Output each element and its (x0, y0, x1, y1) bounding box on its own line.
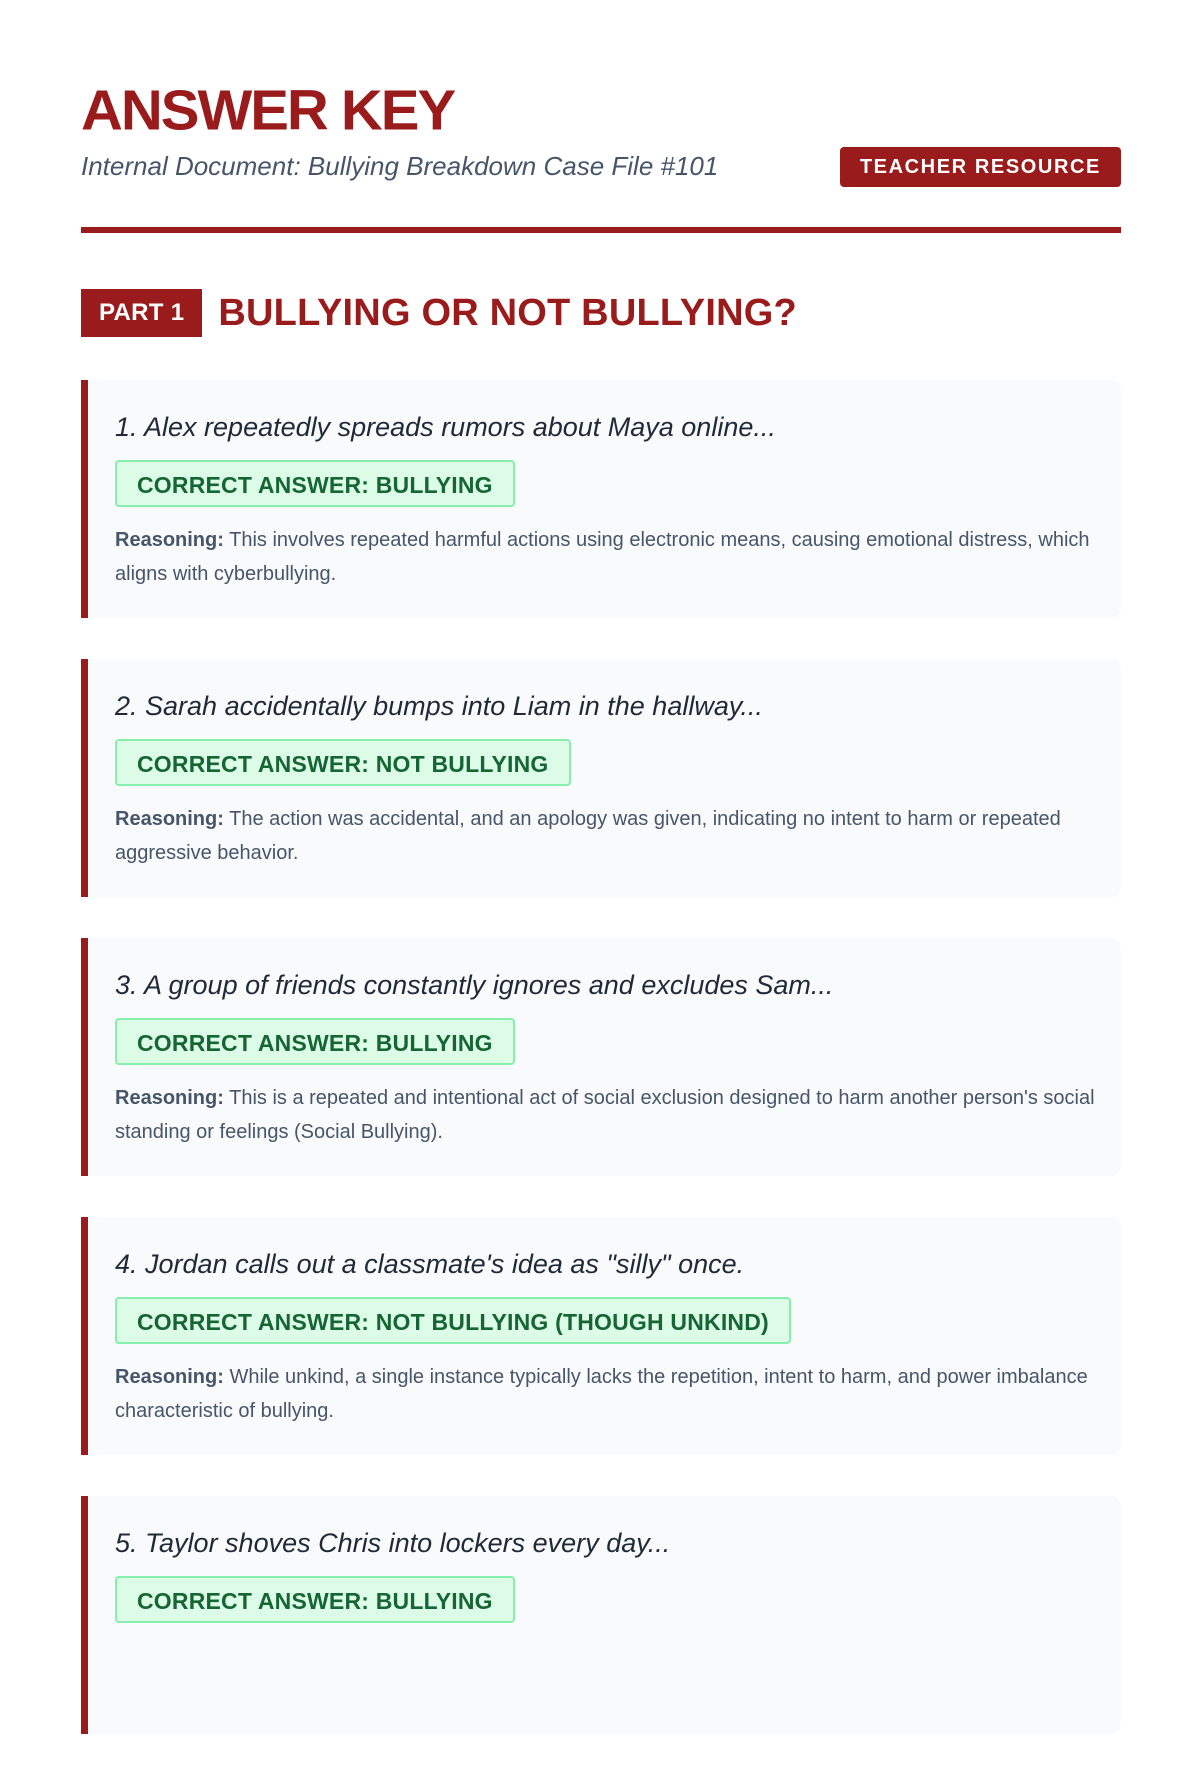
reasoning-label: Reasoning: (115, 808, 224, 830)
reasoning-body: While unkind, a single instance typically lacks the repetition, intent to harm, and power imbalance characteristic of bullying. (115, 1366, 1088, 1422)
correct-answer-badge: CORRECT ANSWER: NOT BULLYING (115, 739, 571, 786)
reasoning-text (115, 802, 1095, 870)
correct-answer-badge: CORRECT ANSWER: BULLYING (115, 1018, 515, 1065)
question-card-3 (81, 938, 1121, 1176)
question-text: 2. Sarah accidentally bumps into Liam in the hallway... (115, 691, 763, 721)
reasoning-body: This involves repeated harmful actions using electronic means, causing emotional distress, which aligns with cyberbullying. (115, 529, 1090, 585)
question-text: 4. Jordan calls out a classmate's idea as "silly" once. (115, 1249, 745, 1279)
reasoning-body: The action was accidental, and an apology was given, indicating no intent to harm or repeated aggressive behavior. (115, 808, 1061, 864)
correct-answer-badge: CORRECT ANSWER: BULLYING (115, 460, 515, 507)
reasoning-label: Reasoning: (115, 529, 224, 551)
reasoning-text (115, 1360, 1095, 1428)
document-header (81, 0, 1121, 235)
page-title: ANSWER KEY (81, 78, 455, 143)
question-list (81, 380, 1121, 1775)
teacher-resource-badge: TEACHER RESOURCE (840, 147, 1121, 187)
correct-answer-badge: CORRECT ANSWER: BULLYING (115, 1576, 515, 1623)
question-text: 3. A group of friends constantly ignores and excludes Sam... (115, 970, 834, 1000)
question-card-1 (81, 380, 1121, 618)
question-card-4 (81, 1217, 1121, 1455)
reasoning-body: This is a repeated and intentional act of social exclusion designed to harm another person's social standing or feelings (Social Bullying). (115, 1087, 1095, 1143)
question-card-5 (81, 1496, 1121, 1734)
reasoning-text (115, 1081, 1095, 1149)
part-heading (81, 289, 797, 337)
document-subtitle: Internal Document: Bullying Breakdown Case File #101 (81, 151, 719, 181)
part-tag: PART 1 (81, 289, 202, 337)
answer-key-page (81, 0, 1121, 1614)
reasoning-text (115, 523, 1095, 591)
header-divider (81, 227, 1121, 233)
correct-answer-badge: CORRECT ANSWER: NOT BULLYING (THOUGH UNKIND) (115, 1297, 791, 1344)
question-text: 5. Taylor shoves Chris into lockers every day... (115, 1528, 671, 1558)
part-title: BULLYING OR NOT BULLYING? (218, 292, 797, 334)
question-card-2 (81, 659, 1121, 897)
reasoning-label: Reasoning: (115, 1366, 224, 1388)
reasoning-label: Reasoning: (115, 1087, 224, 1109)
question-text: 1. Alex repeatedly spreads rumors about Maya online... (115, 412, 776, 442)
